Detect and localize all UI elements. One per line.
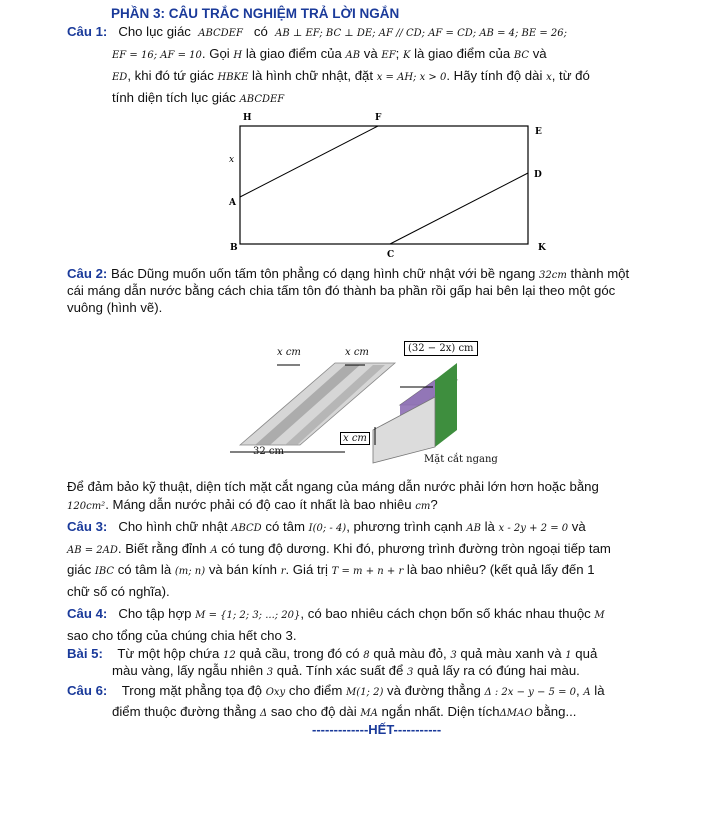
end-marker: -------------HẾT----------- <box>312 722 442 737</box>
q4-text: , có bao nhiêu cách chọn bốn số khác nhau thuộc <box>300 606 591 621</box>
q5-math: 1 <box>565 650 572 661</box>
q1-math: ABCDEF <box>239 94 285 105</box>
q1-figure <box>225 108 555 258</box>
q5-text: quả màu xanh và <box>460 646 562 661</box>
q1-label-h: H <box>243 113 252 123</box>
q4-text: Cho tập hợp <box>118 606 192 621</box>
q3-text: và <box>571 519 586 534</box>
q1-label-k: K <box>538 243 546 253</box>
q1-text: Cho lục giác <box>118 24 191 39</box>
q1-label-c: C <box>387 250 395 258</box>
q5-text: quả <box>575 646 598 661</box>
q5-line-2 <box>112 662 580 681</box>
q6-line-2 <box>112 703 576 722</box>
q6-math: M(1; 2) <box>346 687 384 698</box>
q2-fig-32cm: 32 cm <box>253 446 284 457</box>
q3-math: AB = 2AD <box>67 545 118 556</box>
section-title: PHẦN 3: CÂU TRẮC NGHIỆM TRẢ LỜI NGẮN <box>111 6 400 21</box>
q4-line-2: sao cho tổng của chúng chia hết cho 3. <box>67 628 297 643</box>
q1-label: Câu 1: <box>67 24 108 39</box>
q1-math: ABCDEF <box>198 28 243 39</box>
q6-text: là <box>594 683 605 698</box>
q1-text: , từ đó <box>551 68 590 83</box>
q2-line-5 <box>67 496 438 515</box>
q2-label: Câu 2: <box>67 266 108 281</box>
q5-math: 8 <box>363 650 370 661</box>
q1-label-x: x <box>229 155 235 165</box>
q2-math: cm <box>415 501 431 512</box>
q6-text: và đường thẳng <box>387 683 481 698</box>
q1-label-e: E <box>535 127 542 137</box>
q1-math: x = AH; x > 0 <box>376 72 447 83</box>
q1-text: là giao điểm của <box>414 46 511 61</box>
q1-text: là hình chữ nhật, đặt <box>252 68 374 83</box>
q1-label-b: B <box>230 243 238 253</box>
q1-segment-af <box>240 126 378 197</box>
q1-text: ; <box>395 46 403 61</box>
q1-text: và <box>363 46 378 61</box>
q3-text: có tung độ dương. Khi đó, phương trình đường tròn ngoại tiếp tam <box>221 541 611 556</box>
q2-math: 32cm <box>539 270 567 281</box>
q2-math: 120cm² <box>67 501 106 512</box>
q3-text: . Giá trị <box>285 562 328 577</box>
q3-line-1 <box>67 518 586 537</box>
q4-math: M <box>594 610 605 621</box>
q2-text: ? <box>430 497 438 512</box>
q3-math: IBC <box>94 566 115 577</box>
q3-line-4: chữ số có nghĩa). <box>67 584 170 599</box>
q1-rect-hbke <box>240 126 528 244</box>
q5-math: 12 <box>222 650 236 661</box>
q3-math: T = m + n + r <box>331 566 404 577</box>
q1-math: AB ⊥ EF; BC ⊥ DE; AF // CD; AF = CD; AB = 4; BE = 26; <box>275 28 568 39</box>
q3-math: x - 2y + 2 = 0 <box>498 523 569 534</box>
q1-label-f: F <box>375 113 382 123</box>
q6-text: , <box>576 683 580 698</box>
q2-fig-xcm-1: x cm <box>277 347 301 358</box>
q1-text: . Hãy tính độ dài <box>446 68 543 83</box>
q3-line-3 <box>67 561 595 580</box>
q1-text: và <box>532 46 547 61</box>
q3-math: ABCD <box>231 523 262 534</box>
q1-math: H <box>233 50 243 61</box>
q5-math: 3 <box>266 667 274 678</box>
q3-math: I(0; - 4) <box>308 523 347 534</box>
q3-text: có tâm <box>265 519 305 534</box>
q3-text: , phương trình cạnh <box>346 519 463 534</box>
q5-math: 3 <box>407 667 414 678</box>
q3-math: r <box>280 566 286 577</box>
q6-text: ngắn nhất. Diện tích <box>381 704 500 719</box>
q1-text: , khi đó tứ giác <box>127 68 214 83</box>
q2-fig-xcm-3: x cm <box>340 432 370 445</box>
q6-math: A <box>583 687 591 698</box>
q5-text: màu vàng, lấy ngẫu nhiên <box>112 663 264 678</box>
q4-math: M = {1; 2; 3; ...; 20} <box>195 610 301 621</box>
q4-label: Câu 4: <box>67 606 108 621</box>
q5-text: quả cầu, trong đó có <box>239 646 360 661</box>
q5-math: 3 <box>450 650 457 661</box>
q2-gutter-wall <box>435 363 457 447</box>
q1-math: K <box>402 50 411 61</box>
q1-text: là giao điểm của <box>245 46 342 61</box>
q1-math: ED <box>112 72 128 83</box>
q1-label-d: D <box>534 170 542 180</box>
q3-text: là bao nhiêu? (kết quả lấy đến 1 <box>406 562 595 577</box>
q6-line-1 <box>67 682 605 701</box>
q2-text: Bác Dũng muốn uốn tấm tôn phẳng có dạng hình chữ nhật với bề ngang <box>110 266 536 281</box>
q1-line-2 <box>112 45 547 64</box>
q6-text: Trong mặt phẳng tọa độ <box>121 683 263 698</box>
q1-segment-cd <box>390 173 528 244</box>
q3-text: giác <box>67 562 92 577</box>
q1-math: HBKE <box>217 72 249 83</box>
q1-math: BC <box>513 50 530 61</box>
q5-text: quả. Tính xác suất để <box>276 663 404 678</box>
q2-line-2: cái máng dẫn nước bằng cách chia tấm tôn đó thành ba phần rồi gấp hai bên lại theo một góc <box>67 283 616 298</box>
q3-text: Cho hình chữ nhật <box>118 519 228 534</box>
q3-text: và bán kính <box>208 562 278 577</box>
q1-math: x <box>546 72 552 83</box>
q6-math: MA <box>360 708 378 719</box>
q6-math: Δ <box>260 708 268 719</box>
q5-label: Bài 5: <box>67 646 103 661</box>
q6-math: ΔMAO <box>499 708 533 719</box>
q2-fig-caption: Mặt cắt ngang <box>424 454 498 465</box>
q3-line-2 <box>67 540 611 559</box>
q6-text: bằng... <box>536 704 577 719</box>
q1-text: . Gọi <box>201 46 230 61</box>
q3-math: AB <box>466 523 481 534</box>
q5-text: quả lấy ra có đúng hai màu. <box>417 663 580 678</box>
q3-math: A <box>210 545 218 556</box>
q2-line-3: vuông (hình vẽ). <box>67 300 163 315</box>
q6-label: Câu 6: <box>67 683 108 698</box>
q1-line-1 <box>67 23 567 42</box>
q1-math: EF = 16; AF = 10 <box>112 50 202 61</box>
q3-math: (m; n) <box>174 566 206 577</box>
q1-text: tính diện tích lục giác <box>112 90 236 105</box>
q2-line-4: Để đảm bảo kỹ thuật, diện tích mặt cắt ngang của máng dẫn nước phải lớn hơn hoặc bằng <box>67 479 599 494</box>
q5-text: quả màu đỏ, <box>373 646 447 661</box>
q6-text: sao cho độ dài <box>270 704 357 719</box>
q6-text: điểm thuộc đường thẳng <box>112 704 257 719</box>
q2-fig-width: (32 − 2x) cm <box>404 341 478 356</box>
q3-text: . Biết rằng đỉnh <box>117 541 207 556</box>
q6-text: cho điểm <box>288 683 343 698</box>
q1-label-a: A <box>229 198 236 208</box>
q2-text: . Máng dẫn nước phải có độ cao ít nhất là bao nhiêu <box>105 497 412 512</box>
q5-text: Từ một hộp chứa <box>117 646 220 661</box>
q6-math: Δ : 2x − y − 5 = 0 <box>484 687 577 698</box>
q1-math: EF <box>381 50 396 61</box>
q4-line-1 <box>67 605 605 624</box>
q3-text: có tâm là <box>117 562 172 577</box>
q1-text: có <box>253 24 268 39</box>
q1-line-4 <box>112 89 284 108</box>
q3-text: là <box>484 519 495 534</box>
q1-math: AB <box>345 50 361 61</box>
q6-math: Oxy <box>265 687 286 698</box>
q1-line-3 <box>112 67 590 86</box>
q2-text: thành một <box>570 266 630 281</box>
q2-fig-xcm-2: x cm <box>345 347 369 358</box>
q3-label: Câu 3: <box>67 519 108 534</box>
